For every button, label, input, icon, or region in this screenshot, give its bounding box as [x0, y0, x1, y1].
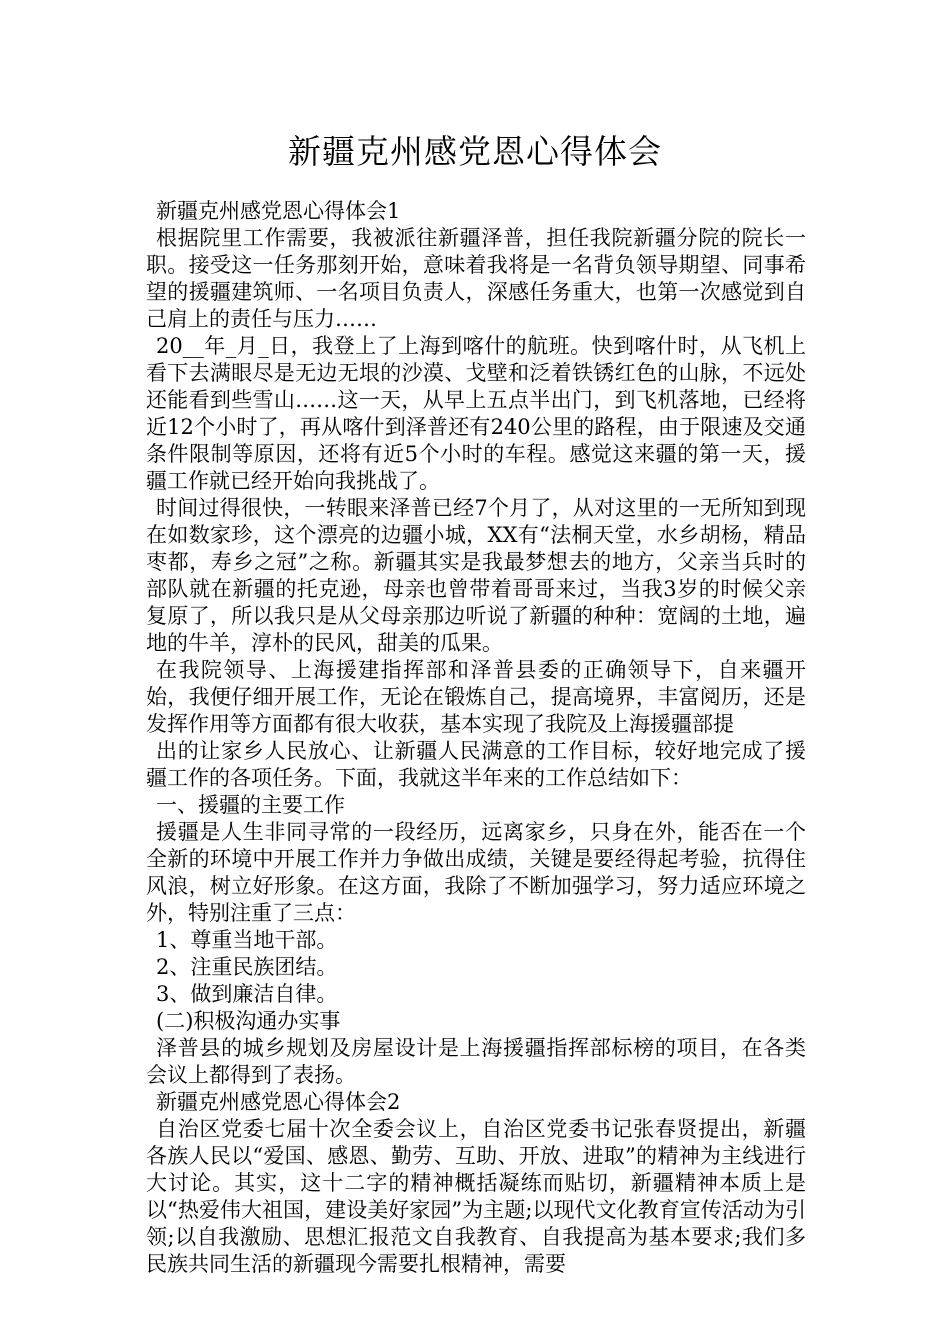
- paragraph: 时间过得很快，一转眼来泽普已经7个月了，从对这里的一无所知到现在如数家珍，这个漂亮的边疆小城，XX有“法桐天堂，水乡胡杨，精品枣都，寿乡之冠”之称。新疆其实是我最梦想去的地方，父亲当兵时的部队就在新疆的托克逊，母亲也曾带着哥哥来过，当我3岁的时候父亲复原了，所以我只是从父母亲那边听说了新疆的种种：宽阔的土地，遍地的牛羊，淳朴的民风，甜美的瓜果。: [146, 496, 806, 655]
- list-item: 2、注重民族团结。: [156, 955, 338, 979]
- paragraph: 在我院领导、上海援建指挥部和泽普县委的正确领导下，自来疆开始，我便仔细开展工作，无论在锻炼自己，提高境界，丰富阅历，还是发挥作用等方面都有很大收获，基本实现了我院及上海援疆部提: [146, 658, 806, 736]
- subheading-communication: (二)积极沟通办实事: [156, 1009, 341, 1033]
- document-body: [146, 198, 806, 1278]
- subheading-main-work: 一、援疆的主要工作: [156, 793, 345, 817]
- paragraph: 泽普县的城乡规划及房屋设计是上海援疆指挥部标榜的项目，在各类会议上都得到了表扬。: [146, 1036, 806, 1087]
- section-heading-1: 新疆克州感党恩心得体会1: [156, 199, 401, 223]
- paragraph: 自治区党委七届十次全委会议上，自治区党委书记张春贤提出，新疆各族人民以“爱国、感恩、勤劳、互助、开放、进取”的精神为主线进行大讨论。其实，这十二字的精神概括凝练而贴切，新疆精神本质上是以“热爱伟大祖国，建设美好家园”为主题;以现代文化教育宣传活动为引领;以自我激励、思想汇报范文自我教育、自我提高为基本要求;我们多民族共同生活的新疆现今需要扎根精神，需要: [146, 1117, 806, 1276]
- list-item: 1、尊重当地干部。: [156, 928, 338, 952]
- list-item: 3、做到廉洁自律。: [156, 982, 338, 1006]
- paragraph: 20__年_月_日，我登上了上海到喀什的航班。快到喀什时，从飞机上看下去满眼尽是无边无垠的沙漠、戈壁和泛着铁锈红色的山脉，不远处还能看到些雪山……这一天，从早上五点半出门，到飞机落地，已经将近12个小时了，再从喀什到泽普还有240公里的路程，由于限速及交通条件限制等原因，还将有近5个小时的车程。感觉这来疆的第一天，援疆工作就已经开始向我挑战了。: [146, 334, 806, 493]
- paragraph: 出的让家乡人民放心、让新疆人民满意的工作目标，较好地完成了援疆工作的各项任务。下面，我就这半年来的工作总结如下：: [146, 739, 806, 790]
- section-heading-2: 新疆克州感党恩心得体会2: [156, 1090, 401, 1114]
- paragraph: 根据院里工作需要，我被派往新疆泽普，担任我院新疆分院的院长一职。接受这一任务那刻开始，意味着我将是一名背负领导期望、同事希望的援疆建筑师、一名项目负责人，深感任务重大，也第一次感觉到自己肩上的责任与压力……: [146, 226, 806, 331]
- document-title: 新疆克州感党恩心得体会: [288, 132, 662, 171]
- paragraph: 援疆是人生非同寻常的一段经历，远离家乡，只身在外，能否在一个全新的环境中开展工作并力争做出成绩，关键是要经得起考验，抗得住风浪，树立好形象。在这方面，我除了不断加强学习，努力适应环境之外，特别注重了三点：: [146, 820, 806, 925]
